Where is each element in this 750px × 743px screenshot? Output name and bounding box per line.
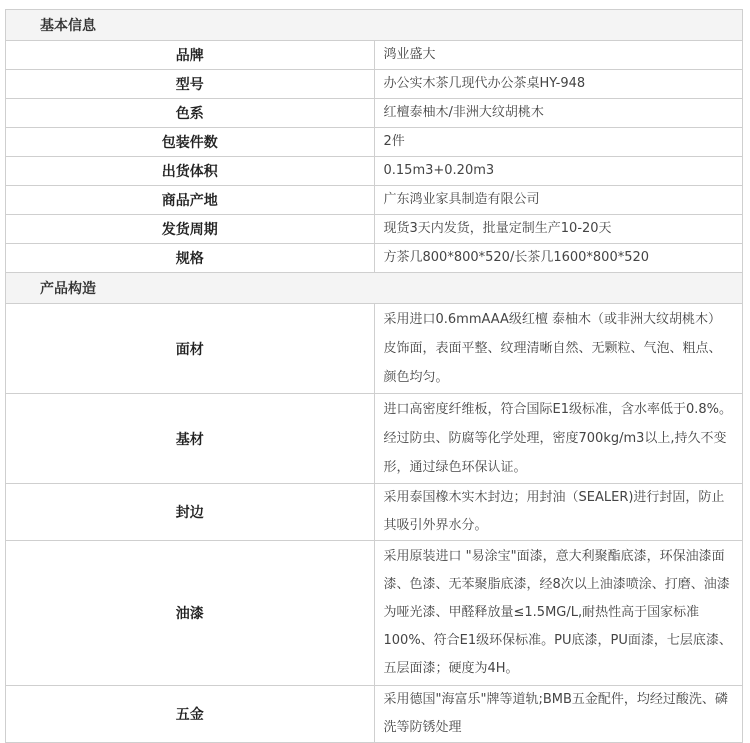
row-label-package-count: 包装件数	[6, 128, 375, 157]
row-value-substrate: 进口高密度纤维板，符合国际E1级标准，含水率低于0.8%。经过防虫、防腐等化学处理，密度700kg/m3以上,持久不变形，通过绿色环保认证。	[374, 394, 743, 484]
table-row	[6, 541, 743, 686]
row-label-delivery-cycle: 发货周期	[6, 215, 375, 244]
table-row	[6, 157, 743, 186]
row-value-origin: 广东鸿业家具制造有限公司	[374, 186, 743, 215]
product-spec-table	[5, 9, 743, 743]
table-row	[6, 186, 743, 215]
row-label-paint: 油漆	[6, 541, 375, 686]
construction-title: 产品构造	[6, 273, 743, 304]
row-value-color: 红檀泰柚木/非洲大纹胡桃木	[374, 99, 743, 128]
row-label-brand: 品牌	[6, 41, 375, 70]
row-value-paint: 采用原装进口 "易涂宝"面漆，意大利聚酯底漆，环保油漆面漆、色漆、无苯聚脂底漆，经8次以上油漆喷涂、打磨、油漆为哑光漆、甲醛释放量≤1.5MG/L,耐热性高于国家标准100%、符合E1级环保标准。PU底漆，PU面漆，七层底漆、五层面漆；硬度为4H。	[374, 541, 743, 686]
row-value-dimensions: 方茶几800*800*520/长茶几1600*800*520	[374, 244, 743, 273]
row-label-dimensions: 规格	[6, 244, 375, 273]
row-value-hardware: 采用德国"海富乐"牌等道轨;BMB五金配件，均经过酸洗、磷洗等防锈处理	[374, 686, 743, 743]
row-label-hardware: 五金	[6, 686, 375, 743]
row-value-surface: 采用进口0.6mmAAA级红檀 泰柚木（或非洲大纹胡桃木）皮饰面，表面平整、纹理清晰自然、无颗粒、气泡、粗点、颜色均匀。	[374, 304, 743, 394]
table-row	[6, 41, 743, 70]
row-value-shipping-volume: 0.15m3+0.20m3	[374, 157, 743, 186]
table-row	[6, 484, 743, 541]
table-row	[6, 128, 743, 157]
basic-info-title: 基本信息	[6, 10, 743, 41]
table-row	[6, 304, 743, 394]
table-row	[6, 99, 743, 128]
row-label-surface: 面材	[6, 304, 375, 394]
row-label-origin: 商品产地	[6, 186, 375, 215]
construction-header	[6, 273, 743, 304]
table-row	[6, 70, 743, 99]
table-row	[6, 215, 743, 244]
table-row	[6, 394, 743, 484]
row-value-model: 办公实木茶几现代办公茶桌HY-948	[374, 70, 743, 99]
row-label-color: 色系	[6, 99, 375, 128]
row-label-shipping-volume: 出货体积	[6, 157, 375, 186]
row-value-brand: 鸿业盛大	[374, 41, 743, 70]
row-label-substrate: 基材	[6, 394, 375, 484]
basic-info-header	[6, 10, 743, 41]
table-row	[6, 686, 743, 743]
row-label-edge-banding: 封边	[6, 484, 375, 541]
row-value-package-count: 2件	[374, 128, 743, 157]
table-row	[6, 244, 743, 273]
row-value-delivery-cycle: 现货3天内发货，批量定制生产10-20天	[374, 215, 743, 244]
row-value-edge-banding: 采用泰国橡木实木封边；用封油（SEALER)进行封固，防止其吸引外界水分。	[374, 484, 743, 541]
row-label-model: 型号	[6, 70, 375, 99]
